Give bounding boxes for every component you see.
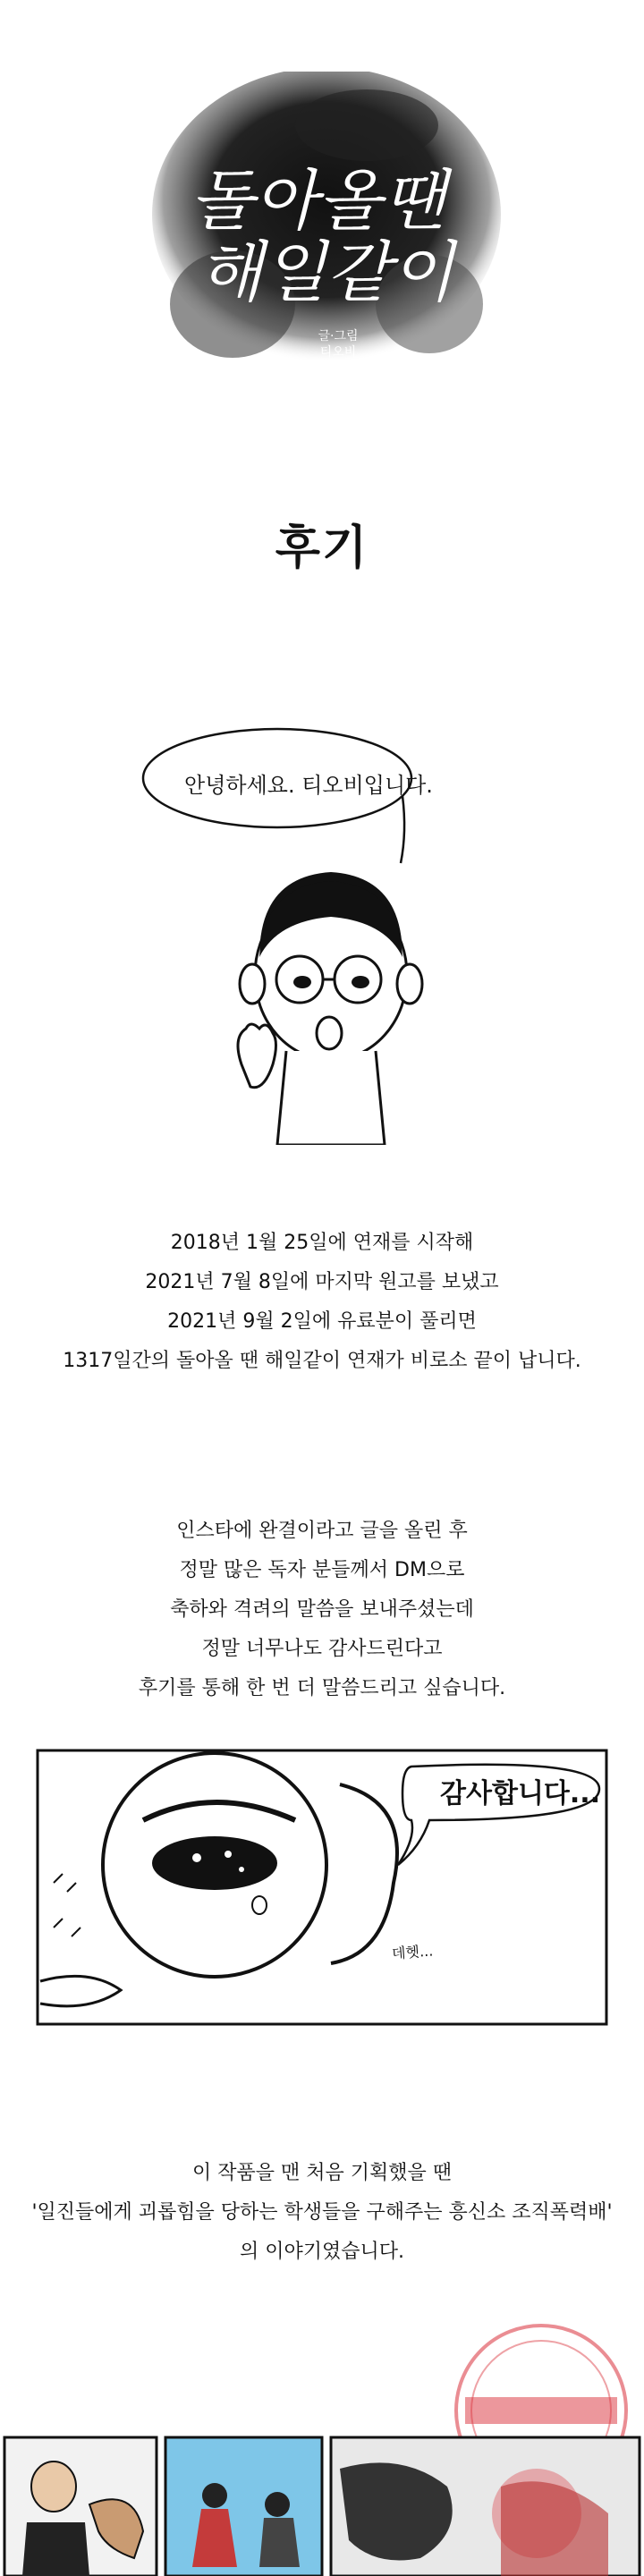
paragraph-1-line: 2021년 9월 2일에 유료분이 풀리면	[167, 1310, 477, 1333]
paragraph-1-line: 1317일간의 돌아올 땐 해일같이 연재가 비로소 끝이 납니다.	[63, 1350, 581, 1372]
paragraph-1-line: 2018년 1월 25일에 연재를 시작해	[170, 1232, 474, 1254]
credits-line-1: 글·그림	[318, 329, 359, 343]
paragraph-1-line: 2021년 7월 8일에 마지막 원고를 보냈고	[145, 1271, 499, 1293]
title-line-1: 돌아올땐	[190, 163, 445, 240]
paragraph-1	[0, 1224, 644, 1381]
panel-speech-text: 감사합니다...	[440, 1778, 601, 1809]
paragraph-2-line: 정말 많은 독자 분들께서 DM으로	[179, 1559, 465, 1581]
ink-blot-logo	[134, 72, 510, 447]
paragraph-3	[0, 2154, 644, 2272]
paragraph-2-line: 인스타에 완결이라고 글을 올린 후	[176, 1520, 468, 1542]
credits-line-2: 티오비	[319, 345, 357, 360]
paragraph-2-line: 축하와 격려의 말씀을 보내주셨는데	[170, 1598, 474, 1621]
comic-strip-preview	[0, 2433, 644, 2576]
paragraph-3-line: 의 이야기였습니다.	[239, 2241, 404, 2263]
title-line-2: 해일같이	[199, 234, 454, 311]
page-title: 후기	[275, 521, 369, 575]
paragraph-2-line: 후기를 통해 한 번 더 말씀드리고 싶습니다.	[138, 1677, 506, 1699]
paragraph-2-line: 정말 너무나도 감사드린다고	[201, 1638, 443, 1660]
paragraph-2	[0, 1512, 644, 1708]
paragraph-3-line: 이 작품을 맨 처음 기획했을 땐	[192, 2162, 452, 2184]
author-character-illustration	[224, 850, 438, 1145]
title-logo	[134, 72, 510, 447]
speech-bubble-text: 안녕하세요. 티오비입니다.	[184, 773, 433, 798]
panel-sfx-text: 데헷...	[391, 1942, 434, 1962]
paragraph-3-line: '일진들에게 괴롭힘을 당하는 학생들을 구해주는 흥신소 조직폭력배'	[31, 2201, 613, 2224]
